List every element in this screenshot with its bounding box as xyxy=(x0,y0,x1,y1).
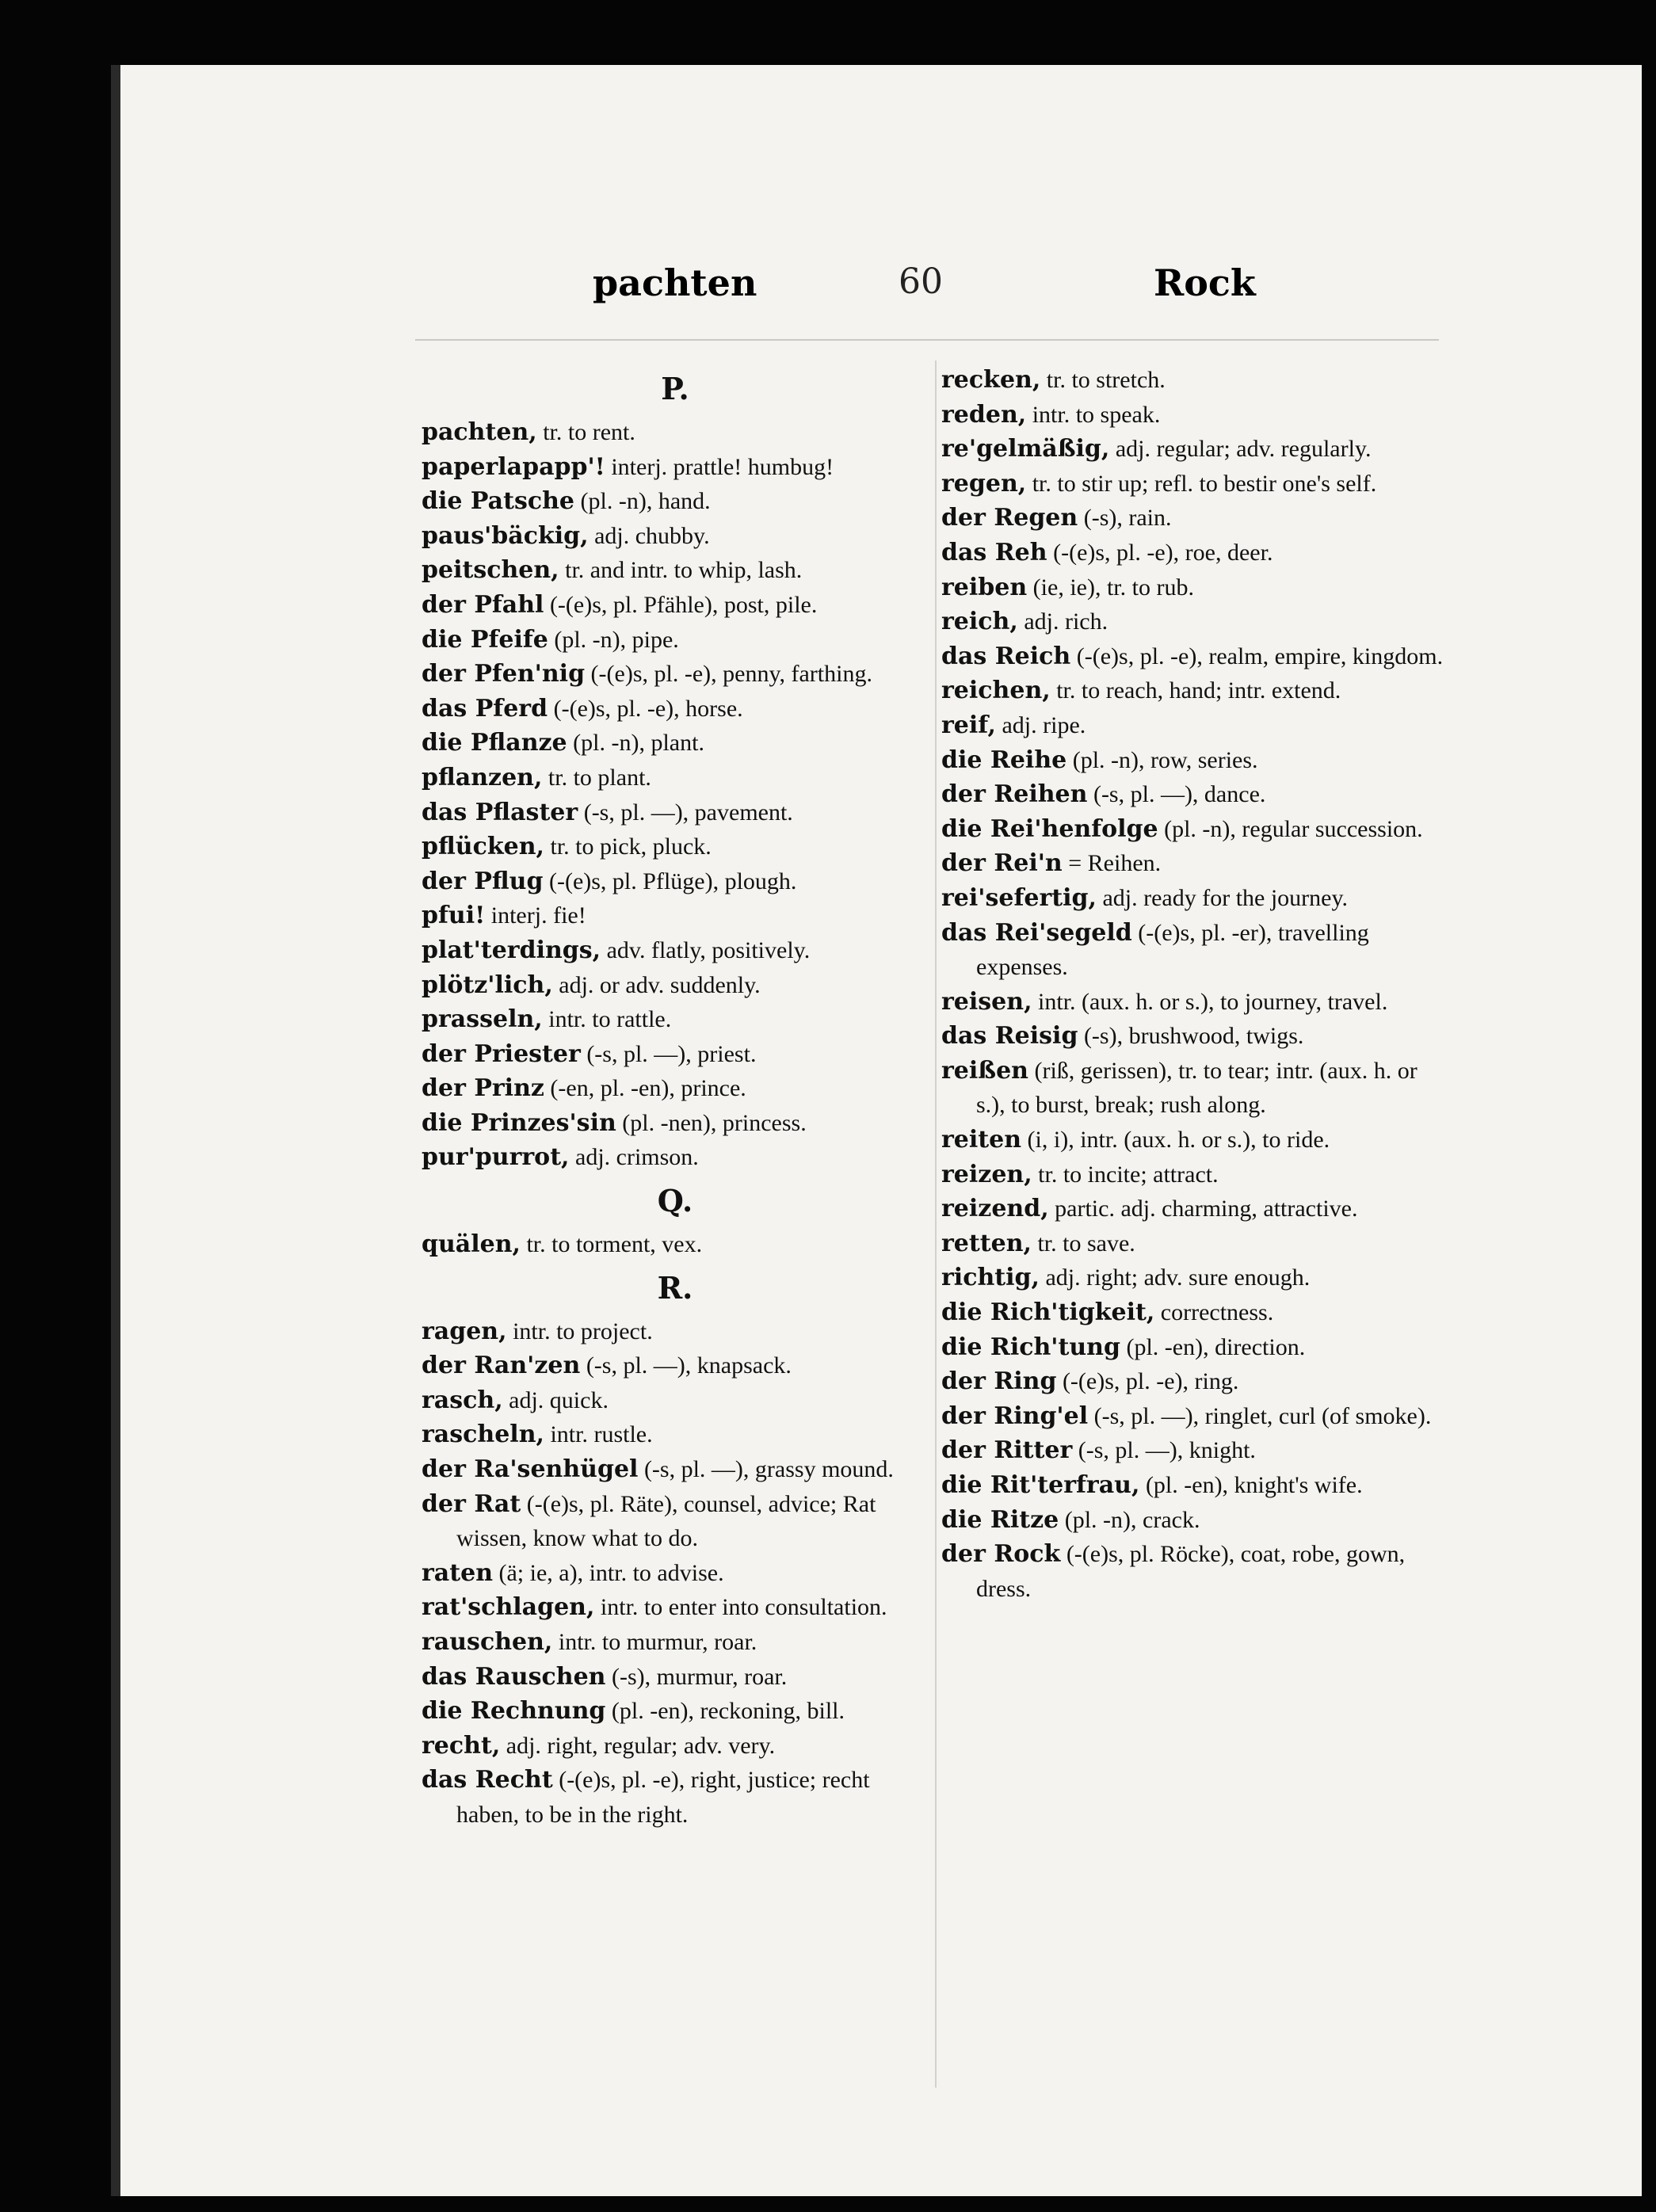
entry-headword: regen, xyxy=(941,469,1027,498)
entry-definition: tr. to torment, vex. xyxy=(520,1231,703,1258)
entry-definition: adj. crimson. xyxy=(569,1144,699,1171)
entry-definition: (-(e)s, pl. Röcke), coat, robe, gown, dress. xyxy=(976,1541,1406,1602)
entry-definition: (-(e)s, pl. Pfähle), post, pile. xyxy=(544,591,818,618)
entry-definition: (pl. -n), pipe. xyxy=(548,626,679,653)
entry-definition: tr. to stir up; refl. to bestir one's self. xyxy=(1026,470,1377,497)
dictionary-entry xyxy=(422,1763,929,1832)
dictionary-entry xyxy=(422,968,929,1003)
header-rule xyxy=(415,339,1439,341)
entry-definition: adj. ripe. xyxy=(995,711,1086,738)
entry-headword: reden, xyxy=(941,400,1027,429)
dictionary-entry xyxy=(941,1364,1448,1399)
entry-headword: die Rei'henfolge xyxy=(941,814,1158,843)
section-letter: P. xyxy=(661,371,689,406)
entry-headword: pflanzen, xyxy=(422,763,543,791)
dictionary-entry xyxy=(422,1694,929,1729)
entry-headword: pachten, xyxy=(422,418,537,446)
dictionary-entry xyxy=(422,1383,929,1418)
dictionary-entry xyxy=(941,1192,1448,1226)
entry-headword: der Pfahl xyxy=(422,590,544,619)
dictionary-entry xyxy=(941,639,1448,674)
right-column xyxy=(941,363,1448,1606)
entry-definition: (-s), murmur, roar. xyxy=(605,1663,788,1690)
entry-headword: das Reich xyxy=(941,642,1071,670)
entry-headword: pflücken, xyxy=(422,833,544,861)
entry-headword: der Regen xyxy=(941,504,1078,532)
entry-headword: quälen, xyxy=(422,1230,521,1259)
dictionary-entry xyxy=(941,432,1448,467)
entry-definition: tr. and intr. to whip, lash. xyxy=(559,557,803,584)
entry-headword: reich, xyxy=(941,608,1018,636)
entry-definition: intr. to rattle. xyxy=(542,1006,672,1033)
dictionary-entry xyxy=(941,363,1448,398)
dictionary-entry xyxy=(422,1037,929,1072)
dictionary-entry xyxy=(941,1330,1448,1365)
entry-headword: paus'bäckig, xyxy=(422,521,589,550)
entry-headword: recken, xyxy=(941,366,1041,394)
entry-definition: interj. prattle! humbug! xyxy=(605,453,834,480)
entry-definition: (-s, pl. —), pavement. xyxy=(578,799,793,826)
entry-headword: das Reh xyxy=(941,538,1047,566)
entry-definition: tr. to plant. xyxy=(542,764,651,791)
dictionary-entry xyxy=(422,1417,929,1452)
dictionary-entry xyxy=(941,777,1448,812)
entry-definition: interj. fie! xyxy=(485,902,586,929)
entry-headword: peitschen, xyxy=(422,556,559,585)
entry-headword: die Prinzes'sin xyxy=(422,1108,616,1137)
dictionary-entry xyxy=(941,812,1448,847)
dictionary-entry xyxy=(422,484,929,519)
dictionary-entry xyxy=(422,1660,929,1695)
entry-headword: der Pflug xyxy=(422,867,544,895)
dictionary-entry xyxy=(422,623,929,658)
dictionary-entry xyxy=(422,1106,929,1141)
dictionary-entry xyxy=(422,1556,929,1591)
entry-headword: der Ran'zen xyxy=(422,1352,581,1380)
entry-headword: der Ra'senhügel xyxy=(422,1455,639,1484)
dictionary-entry xyxy=(941,1123,1448,1157)
entry-headword: die Pflanze xyxy=(422,729,567,757)
dictionary-entry xyxy=(941,708,1448,743)
entry-headword: der Prinz xyxy=(422,1074,544,1103)
entry-headword: retten, xyxy=(941,1229,1032,1257)
entry-headword: der Ring xyxy=(941,1367,1057,1396)
dictionary-entry xyxy=(941,1226,1448,1261)
entry-definition: (-en, pl. -en), prince. xyxy=(544,1075,746,1102)
entry-headword: das Rauschen xyxy=(422,1662,606,1691)
entry-headword: raten xyxy=(422,1558,493,1587)
dictionary-entry xyxy=(422,830,929,864)
entry-definition: tr. to incite; attract. xyxy=(1032,1161,1219,1188)
dictionary-entry xyxy=(422,1227,929,1262)
dictionary-entry xyxy=(422,726,929,761)
entry-definition: correctness. xyxy=(1154,1299,1274,1326)
entry-headword: die Pfeife xyxy=(422,625,548,654)
entry-headword: der Pfen'nig xyxy=(422,660,586,688)
entry-definition: (-(e)s, pl. -e), ring. xyxy=(1056,1368,1239,1395)
entry-headword: reiben xyxy=(941,573,1028,601)
dictionary-entry xyxy=(422,1452,929,1487)
dictionary-entry xyxy=(941,1260,1448,1295)
entry-definition: (ie, ie), tr. to rub. xyxy=(1027,574,1194,601)
entry-definition: (pl. -n), crack. xyxy=(1059,1506,1200,1533)
section-letter: Q. xyxy=(657,1183,693,1219)
section-letter: R. xyxy=(657,1269,693,1306)
entry-definition: (pl. -en), reckoning, bill. xyxy=(605,1698,845,1725)
entry-definition: (-(e)s, pl. Räte), counsel, advice; Rat wissen, know what to do. xyxy=(456,1490,876,1552)
page-number: 60 xyxy=(899,261,943,302)
entry-definition: intr. to murmur, roar. xyxy=(552,1629,757,1655)
entry-definition: intr. to speak. xyxy=(1026,401,1161,428)
dictionary-entry xyxy=(941,1433,1448,1468)
entry-definition: adj. or adv. suddenly. xyxy=(552,971,761,998)
entry-definition: tr. to rent. xyxy=(536,419,635,445)
entry-definition: adj. regular; adv. regularly. xyxy=(1109,436,1372,463)
entry-headword: die Rit'terfrau, xyxy=(941,1471,1140,1499)
dictionary-entry xyxy=(941,1019,1448,1054)
entry-headword: der Rock xyxy=(941,1540,1061,1569)
entry-definition: intr. rustle. xyxy=(544,1421,653,1448)
entry-definition: (-s, pl. —), priest. xyxy=(580,1040,757,1067)
entry-headword: re'gelmäßig, xyxy=(941,435,1110,463)
dictionary-entry xyxy=(422,864,929,899)
entry-headword: der Rei'n xyxy=(941,849,1063,878)
entry-headword: reisen, xyxy=(941,987,1032,1016)
entry-headword: reichen, xyxy=(941,677,1051,705)
dictionary-entry xyxy=(941,536,1448,570)
entry-definition: (-(e)s, pl. -e), realm, empire, kingdom. xyxy=(1070,643,1444,669)
entry-definition: adj. rich. xyxy=(1017,608,1108,635)
entry-definition: intr. to enter into consultation. xyxy=(594,1594,887,1621)
dictionary-entry xyxy=(941,743,1448,778)
dictionary-entry xyxy=(422,933,929,968)
dictionary-entry xyxy=(422,1314,929,1349)
entry-definition: (-s), brushwood, twigs. xyxy=(1078,1023,1304,1050)
entry-definition: (riß, gerissen), tr. to tear; intr. (aux. h. or s.), to burst, break; rush along. xyxy=(976,1057,1418,1119)
dictionary-entry xyxy=(422,1348,929,1383)
entry-headword: rei'sefertig, xyxy=(941,883,1097,912)
dictionary-entry xyxy=(941,846,1448,881)
dictionary-entry xyxy=(422,795,929,830)
entry-definition: (pl. -n), regular succession. xyxy=(1158,815,1423,842)
entry-headword: reizend, xyxy=(941,1195,1049,1223)
entry-headword: plötz'lich, xyxy=(422,971,553,999)
dictionary-entry xyxy=(941,1157,1448,1192)
dictionary-entry xyxy=(422,898,929,933)
dictionary-entry xyxy=(941,1503,1448,1538)
entry-headword: die Ritze xyxy=(941,1505,1059,1534)
dictionary-entry xyxy=(941,604,1448,639)
entry-definition: adj. right; adv. sure enough. xyxy=(1039,1264,1311,1291)
entry-definition: tr. to reach, hand; intr. extend. xyxy=(1050,677,1341,704)
entry-headword: die Reihe xyxy=(941,746,1067,774)
dictionary-entry xyxy=(941,398,1448,433)
dictionary-entry xyxy=(941,1399,1448,1434)
entry-definition: (-s, pl. —), grassy mound. xyxy=(638,1456,894,1483)
dictionary-entry xyxy=(422,1140,929,1175)
entry-definition: partic. adj. charming, attractive. xyxy=(1048,1196,1358,1222)
entry-headword: der Reihen xyxy=(941,780,1088,809)
dictionary-entry xyxy=(422,657,929,692)
entry-definition: (-s, pl. —), knapsack. xyxy=(580,1352,792,1379)
entry-definition: (-(e)s, pl. Pflüge), plough. xyxy=(543,868,797,894)
entry-headword: die Patsche xyxy=(422,487,575,516)
entry-definition: adj. chubby. xyxy=(588,522,710,549)
entry-definition: adj. quick. xyxy=(502,1386,609,1413)
entry-headword: paperlapapp'! xyxy=(422,452,605,481)
dictionary-entry xyxy=(422,1590,929,1625)
entry-definition: (-(e)s, pl. -e), right, justice; recht haben, to be in the right. xyxy=(456,1767,870,1828)
dictionary-entry xyxy=(422,1729,929,1764)
entry-definition: (-(e)s, pl. -er), travelling expenses. xyxy=(976,919,1369,981)
dictionary-entry xyxy=(422,761,929,795)
dictionary-entry xyxy=(941,467,1448,502)
entry-definition: (-s), rain. xyxy=(1078,505,1172,532)
dictionary-entry xyxy=(422,519,929,554)
entry-headword: der Ritter xyxy=(941,1436,1073,1465)
dictionary-entry xyxy=(941,985,1448,1020)
entry-headword: pur'purrot, xyxy=(422,1143,570,1172)
entry-headword: die Rich'tung xyxy=(941,1333,1120,1361)
entry-headword: recht, xyxy=(422,1731,501,1760)
entry-headword: reif, xyxy=(941,711,996,739)
dictionary-entry xyxy=(422,588,929,623)
entry-definition: (pl. -n), row, series. xyxy=(1066,746,1258,773)
dictionary-entry xyxy=(422,1625,929,1660)
entry-definition: tr. to stretch. xyxy=(1040,367,1166,393)
entry-headword: die Rich'tigkeit, xyxy=(941,1299,1155,1327)
dictionary-entry xyxy=(422,415,929,450)
entry-headword: reizen, xyxy=(941,1160,1032,1188)
entry-definition: tr. to save. xyxy=(1031,1230,1135,1257)
entry-headword: das Rei'segeld xyxy=(941,918,1132,947)
entry-definition: (pl. -en), direction. xyxy=(1120,1333,1306,1360)
entry-headword: reißen xyxy=(941,1056,1028,1085)
entry-headword: die Rechnung xyxy=(422,1697,606,1726)
entry-definition: tr. to pick, pluck. xyxy=(544,833,712,860)
dictionary-entry xyxy=(941,501,1448,536)
dictionary-entry xyxy=(941,881,1448,916)
dictionary-entry xyxy=(422,1002,929,1037)
entry-headword: ragen, xyxy=(422,1317,507,1345)
entry-headword: rasch, xyxy=(422,1386,503,1414)
dictionary-entry xyxy=(422,450,929,485)
entry-headword: der Ring'el xyxy=(941,1402,1089,1430)
entry-definition: (-(e)s, pl. -e), roe, deer. xyxy=(1047,539,1273,566)
entry-definition: adj. right, regular; adv. very. xyxy=(500,1732,776,1759)
entry-headword: rauschen, xyxy=(422,1628,553,1656)
entry-headword: das Pferd xyxy=(422,694,548,723)
entry-headword: das Recht xyxy=(422,1766,553,1794)
dictionary-entry xyxy=(422,1071,929,1106)
entry-headword: reiten xyxy=(941,1126,1022,1154)
entry-definition: (pl. -n), hand. xyxy=(574,488,711,515)
left-column xyxy=(422,363,929,1833)
header-left-guide-word: pachten xyxy=(593,261,757,304)
entry-definition: (i, i), intr. (aux. h. or s.), to ride. xyxy=(1021,1127,1330,1154)
dictionary-entry xyxy=(941,916,1448,985)
entry-headword: richtig, xyxy=(941,1264,1040,1292)
entry-definition: adj. ready for the journey. xyxy=(1096,884,1349,911)
entry-definition: (-(e)s, pl. -e), penny, farthing. xyxy=(585,661,872,688)
header-right-guide-word: Rock xyxy=(1154,261,1256,304)
entry-definition: (-s, pl. —), knight. xyxy=(1072,1437,1256,1464)
dictionary-entry xyxy=(941,1537,1448,1606)
entry-definition: (pl. -en), knight's wife. xyxy=(1139,1472,1363,1498)
entry-definition: (-s, pl. —), ringlet, curl (of smoke). xyxy=(1088,1402,1432,1429)
dictionary-entry xyxy=(422,1487,929,1556)
entry-definition: adv. flatly, positively. xyxy=(601,936,811,963)
dictionary-entry xyxy=(941,1054,1448,1123)
entry-definition: intr. (aux. h. or s.), to journey, travel. xyxy=(1032,988,1388,1015)
dictionary-entry xyxy=(941,570,1448,605)
entry-headword: der Rat xyxy=(422,1489,521,1518)
entry-headword: pfui! xyxy=(422,902,486,930)
dictionary-entry xyxy=(941,1295,1448,1330)
entry-headword: plat'terdings, xyxy=(422,936,601,964)
entry-definition: (pl. -n), plant. xyxy=(567,730,704,757)
entry-definition: (pl. -nen), princess. xyxy=(616,1109,807,1136)
entry-headword: der Priester xyxy=(422,1039,581,1068)
dictionary-entry xyxy=(422,692,929,727)
entry-definition: intr. to project. xyxy=(506,1318,653,1344)
entry-headword: rat'schlagen, xyxy=(422,1593,595,1622)
entry-definition: (-(e)s, pl. -e), horse. xyxy=(548,695,743,722)
entry-headword: das Pflaster xyxy=(422,798,578,826)
entry-headword: das Reisig xyxy=(941,1022,1078,1051)
entry-definition: = Reihen. xyxy=(1062,850,1162,877)
dictionary-entry xyxy=(422,553,929,588)
entry-definition: (ä; ie, a), intr. to advise. xyxy=(493,1559,724,1586)
entry-headword: prasseln, xyxy=(422,1005,543,1034)
dictionary-entry xyxy=(941,673,1448,708)
dictionary-entry xyxy=(941,1468,1448,1503)
entry-headword: rascheln, xyxy=(422,1421,544,1449)
column-divider xyxy=(935,360,937,2088)
entry-definition: (-s, pl. —), dance. xyxy=(1087,781,1266,808)
